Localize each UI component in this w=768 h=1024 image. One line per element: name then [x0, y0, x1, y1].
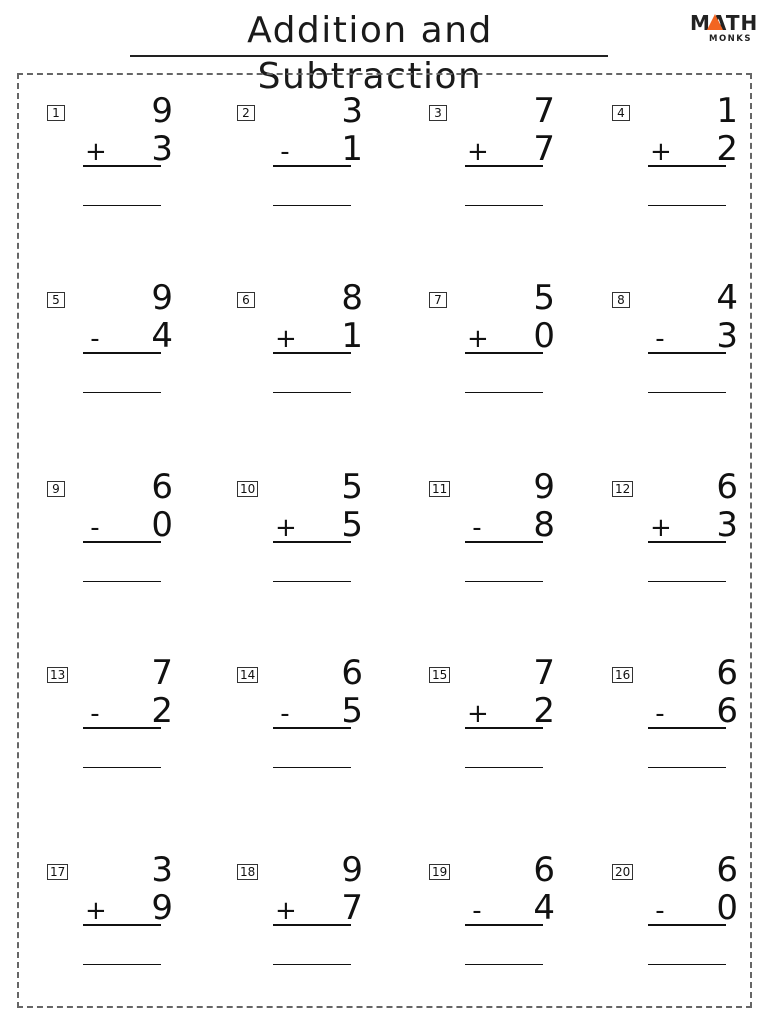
top-number: 8 [341, 278, 363, 318]
answer-line[interactable] [465, 767, 543, 768]
sum-rule-line [648, 352, 726, 354]
answer-line[interactable] [273, 767, 351, 768]
bottom-number: 6 [716, 691, 738, 731]
sum-rule-line [465, 727, 543, 729]
problem-19 [429, 850, 619, 994]
problem-number: 9 [47, 481, 65, 497]
operator-sign: - [90, 699, 100, 729]
answer-line[interactable] [83, 392, 161, 393]
sum-rule-line [83, 352, 161, 354]
sum-rule-line [83, 924, 161, 926]
bottom-number: 4 [533, 888, 555, 928]
problem-8 [612, 278, 768, 422]
operator-sign: + [275, 513, 297, 543]
answer-line[interactable] [648, 205, 726, 206]
problem-13 [47, 653, 237, 797]
sum-rule-line [273, 352, 351, 354]
problem-number: 12 [612, 481, 633, 497]
bottom-number: 7 [533, 129, 555, 169]
bottom-number: 2 [716, 129, 738, 169]
bottom-number: 2 [151, 691, 173, 731]
operator-sign: - [90, 324, 100, 354]
bottom-number: 5 [341, 505, 363, 545]
problem-16 [612, 653, 768, 797]
logo-triangle-icon [707, 14, 723, 30]
operator-sign: + [650, 137, 672, 167]
logo-text-monks: MONKS [709, 34, 753, 44]
problem-number: 16 [612, 667, 633, 683]
problem-number: 11 [429, 481, 450, 497]
answer-line[interactable] [465, 392, 543, 393]
problem-number: 19 [429, 864, 450, 880]
answer-line[interactable] [273, 205, 351, 206]
problem-1 [47, 91, 237, 235]
sum-rule-line [648, 924, 726, 926]
problem-7 [429, 278, 619, 422]
bottom-number: 0 [716, 888, 738, 928]
problem-6 [237, 278, 427, 422]
problem-number: 20 [612, 864, 633, 880]
bottom-number: 1 [341, 316, 363, 356]
bottom-number: 1 [341, 129, 363, 169]
problem-number: 18 [237, 864, 258, 880]
sum-rule-line [465, 924, 543, 926]
problem-12 [612, 467, 768, 611]
problem-number: 4 [612, 105, 630, 121]
problem-20 [612, 850, 768, 994]
answer-line[interactable] [83, 205, 161, 206]
problem-number: 15 [429, 667, 450, 683]
answer-line[interactable] [465, 964, 543, 965]
top-number: 6 [716, 653, 738, 693]
answer-line[interactable] [83, 767, 161, 768]
operator-sign: + [275, 896, 297, 926]
problem-5 [47, 278, 237, 422]
worksheet-title: Addition and Subtraction [247, 10, 493, 97]
sum-rule-line [648, 727, 726, 729]
answer-line[interactable] [273, 392, 351, 393]
operator-sign: - [655, 324, 665, 354]
answer-line[interactable] [648, 964, 726, 965]
answer-line[interactable] [83, 581, 161, 582]
problem-11 [429, 467, 619, 611]
sum-rule-line [648, 541, 726, 543]
sum-rule-line [83, 541, 161, 543]
answer-line[interactable] [465, 205, 543, 206]
bottom-number: 3 [716, 316, 738, 356]
operator-sign: - [280, 137, 290, 167]
top-number: 4 [716, 278, 738, 318]
operator-sign: + [650, 513, 672, 543]
answer-line[interactable] [465, 581, 543, 582]
answer-line[interactable] [648, 392, 726, 393]
answer-line[interactable] [273, 581, 351, 582]
top-number: 7 [533, 653, 555, 693]
sum-rule-line [83, 727, 161, 729]
operator-sign: - [90, 513, 100, 543]
problem-number: 3 [429, 105, 447, 121]
bottom-number: 3 [716, 505, 738, 545]
top-number: 7 [151, 653, 173, 693]
math-monks-logo [690, 12, 760, 48]
top-number: 9 [151, 91, 173, 131]
top-number: 6 [716, 850, 738, 890]
operator-sign: + [275, 324, 297, 354]
problem-number: 1 [47, 105, 65, 121]
bottom-number: 3 [151, 129, 173, 169]
operator-sign: + [467, 324, 489, 354]
sum-rule-line [465, 541, 543, 543]
problem-2 [237, 91, 427, 235]
bottom-number: 9 [151, 888, 173, 928]
problem-14 [237, 653, 427, 797]
top-number: 3 [341, 91, 363, 131]
problem-number: 13 [47, 667, 68, 683]
top-number: 1 [716, 91, 738, 131]
top-number: 9 [151, 278, 173, 318]
operator-sign: - [472, 513, 482, 543]
top-number: 5 [341, 467, 363, 507]
problem-17 [47, 850, 237, 994]
top-number: 6 [716, 467, 738, 507]
bottom-number: 5 [341, 691, 363, 731]
sum-rule-line [273, 541, 351, 543]
operator-sign: - [655, 896, 665, 926]
top-number: 9 [533, 467, 555, 507]
problem-18 [237, 850, 427, 994]
operator-sign: + [467, 699, 489, 729]
answer-line[interactable] [273, 964, 351, 965]
bottom-number: 0 [533, 316, 555, 356]
problem-number: 6 [237, 292, 255, 308]
bottom-number: 8 [533, 505, 555, 545]
sum-rule-line [273, 727, 351, 729]
operator-sign: + [85, 137, 107, 167]
problem-9 [47, 467, 237, 611]
problem-number: 8 [612, 292, 630, 308]
problem-number: 5 [47, 292, 65, 308]
top-number: 9 [341, 850, 363, 890]
title-underline [130, 55, 608, 57]
problem-number: 14 [237, 667, 258, 683]
operator-sign: - [280, 699, 290, 729]
answer-line[interactable] [648, 581, 726, 582]
bottom-number: 7 [341, 888, 363, 928]
operator-sign: + [85, 896, 107, 926]
sum-rule-line [465, 352, 543, 354]
problem-number: 10 [237, 481, 258, 497]
problem-10 [237, 467, 427, 611]
logo-text-math: MATH [690, 11, 759, 35]
bottom-number: 2 [533, 691, 555, 731]
problem-15 [429, 653, 619, 797]
operator-sign: - [655, 699, 665, 729]
bottom-number: 4 [151, 316, 173, 356]
top-number: 3 [151, 850, 173, 890]
top-number: 5 [533, 278, 555, 318]
top-number: 7 [533, 91, 555, 131]
operator-sign: + [467, 137, 489, 167]
problem-number: 17 [47, 864, 68, 880]
operator-sign: - [472, 896, 482, 926]
problem-4 [612, 91, 768, 235]
problem-number: 7 [429, 292, 447, 308]
top-number: 6 [151, 467, 173, 507]
problem-number: 2 [237, 105, 255, 121]
top-number: 6 [533, 850, 555, 890]
answer-line[interactable] [83, 964, 161, 965]
problem-3 [429, 91, 619, 235]
sum-rule-line [465, 165, 543, 167]
top-number: 6 [341, 653, 363, 693]
sum-rule-line [83, 165, 161, 167]
bottom-number: 0 [151, 505, 173, 545]
sum-rule-line [273, 165, 351, 167]
sum-rule-line [273, 924, 351, 926]
answer-line[interactable] [648, 767, 726, 768]
sum-rule-line [648, 165, 726, 167]
